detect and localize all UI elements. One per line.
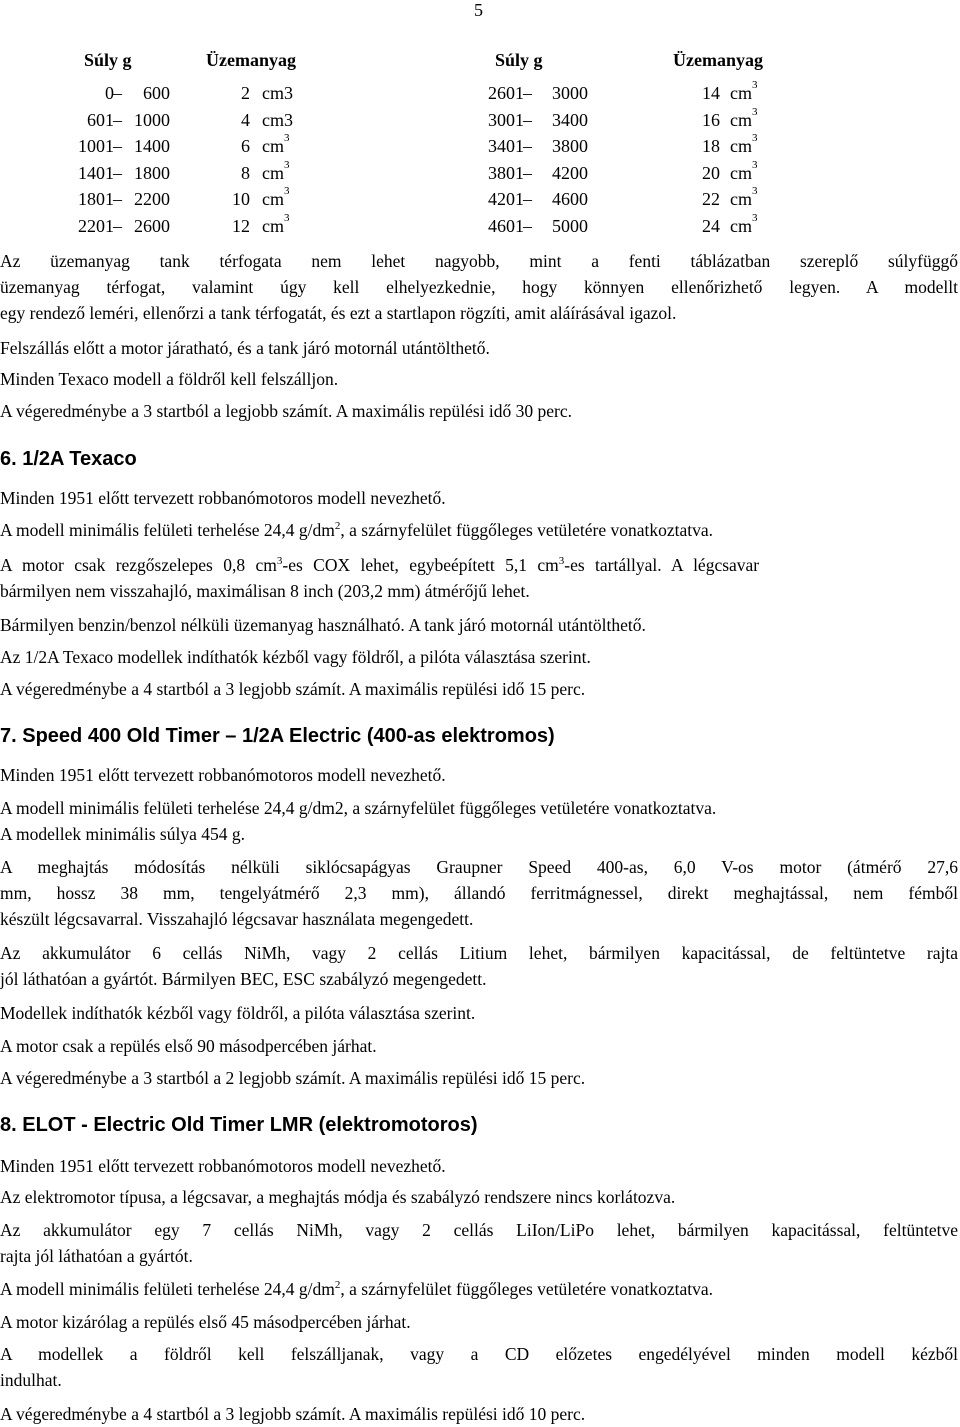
- text-run: A modell minimális felületi terhelése 24,4 g/dm: [0, 520, 335, 540]
- text-run: -es tartállyal. A légcsavar: [564, 555, 760, 575]
- page-number: 5: [474, 0, 483, 20]
- s6-paragraph-5: Az 1/2A Texaco modellek indíthatók kézből vagy földről, a pilóta választása szerint.: [0, 647, 591, 667]
- unit-superscript: 3: [284, 158, 290, 171]
- range-dash: –: [113, 109, 122, 130]
- s7-paragraph-1: Minden 1951 előtt tervezett robbanómotoros modell nevezhető.: [0, 765, 446, 785]
- s7-paragraph-2: [0, 795, 958, 847]
- text-line: bármilyen nem visszahajló, maximálisan 8 inch (203,2 mm) átmérőjű lehet.: [0, 581, 530, 601]
- table-header-fuel-right: Üzemanyag: [673, 50, 763, 70]
- range-dash: –: [113, 189, 122, 209]
- r-from-cell: 3001: [488, 109, 524, 130]
- s8-paragraph-1: Minden 1951 előtt tervezett robbanómotoros modell nevezhető.: [0, 1156, 446, 1176]
- s6-paragraph-1: Minden 1951 előtt tervezett robbanómotoros modell nevezhető.: [0, 488, 446, 508]
- r-fuel-cell: 14: [702, 83, 720, 103]
- table-header-weight-right: Súly g: [495, 50, 543, 70]
- table-header-fuel-left: Üzemanyag: [206, 50, 296, 70]
- unit-text: cm: [730, 136, 752, 156]
- l-to-cell: 600: [143, 83, 170, 103]
- l-to-cell: 1400: [134, 136, 170, 156]
- unit-text: cm: [262, 215, 284, 236]
- r-from-cell: 3401: [488, 136, 524, 156]
- r-fuel-cell: 24: [702, 215, 720, 236]
- s8-paragraph-4: [0, 1276, 958, 1302]
- l-from-cell: 601: [87, 109, 114, 130]
- superscript: 3: [276, 555, 283, 567]
- r-from-cell: 2601: [488, 83, 524, 103]
- range-dash: –: [113, 83, 122, 103]
- l-fuel-cell: 8: [241, 162, 250, 183]
- s7-paragraph-4: [0, 940, 958, 992]
- text-line: A modellek a földről kell felszálljanak, vagy a CD előzetes engedélyével minden modell kézből: [0, 1344, 958, 1364]
- text-line: üzemanyag térfogat, valamint úgy kell elhelyezkednie, hogy könnyen ellenőrizhető legyen. A modellt: [0, 277, 958, 297]
- fuel-unit: [262, 211, 290, 237]
- s8-paragraph-2: Az elektromotor típusa, a légcsavar, a meghajtás módja és szabályzó rendszere nincs korlátozva.: [0, 1187, 676, 1207]
- l-to-cell: 1000: [134, 109, 170, 130]
- l-fuel-cell: 6: [241, 136, 250, 156]
- superscript: 3: [558, 555, 565, 567]
- l-from-cell: 1001: [78, 136, 114, 156]
- superscript: 2: [334, 520, 341, 532]
- r-to-cell: 4200: [552, 162, 588, 183]
- text-run: A motor csak rezgőszelepes 0,8 cm: [0, 555, 277, 575]
- unit-superscript: 3: [752, 211, 758, 224]
- text-line: A meghajtás módosítás nélküli siklócsapágyas Graupner Speed 400-as, 6,0 V-os motor (átmérő 27,6: [0, 857, 958, 877]
- s6-paragraph-3: [0, 552, 958, 604]
- l-from-cell: 1401: [78, 162, 114, 183]
- fuel-unit: [262, 158, 290, 184]
- unit-superscript: 3: [752, 105, 758, 118]
- unit-text: cm: [262, 162, 284, 183]
- l-to-cell: 2200: [134, 189, 170, 209]
- unit-text: cm: [730, 109, 752, 130]
- unit-superscript: 3: [284, 211, 290, 224]
- l-fuel-cell: 2: [241, 83, 250, 103]
- s7-paragraph-3: [0, 854, 958, 932]
- s8-paragraph-3: [0, 1217, 958, 1269]
- range-dash: –: [523, 162, 532, 183]
- range-dash: –: [523, 83, 532, 103]
- unit-text: cm: [730, 215, 752, 236]
- r-to-cell: 3800: [552, 136, 588, 156]
- fuel-unit: [730, 132, 758, 157]
- text-line: mm, hossz 38 mm, tengelyátmérő 2,3 mm), állandó ferritmágnessel, direkt meghajtással, nem fémből: [0, 883, 958, 903]
- range-dash: –: [523, 109, 532, 130]
- text-line: jól láthatóan a gyártót. Bármilyen BEC, ESC szabályzó megengedett.: [0, 969, 487, 989]
- fuel-unit: [730, 79, 758, 104]
- unit-superscript: 3: [752, 79, 758, 91]
- fuel-unit: [730, 185, 758, 210]
- s8-paragraph-6: [0, 1341, 958, 1393]
- table-row: [0, 79, 960, 109]
- text-run: , a szárnyfelület függőleges vetületére vonatkoztatva.: [340, 1279, 714, 1299]
- range-dash: –: [113, 215, 122, 236]
- unit-text: cm: [730, 189, 752, 209]
- fuel-unit: [730, 211, 758, 237]
- text-line: indulhat.: [0, 1370, 62, 1390]
- unit-text: cm: [730, 83, 752, 103]
- unit-superscript: 3: [284, 185, 290, 197]
- l-to-cell: 2600: [134, 215, 170, 236]
- r-from-cell: 3801: [488, 162, 524, 183]
- fuel-unit: [262, 185, 290, 210]
- text-line: Az akkumulátor 6 cellás NiMh, vagy 2 cellás Litium lehet, bármilyen kapacitással, de feltüntetve rajta: [0, 943, 958, 963]
- unit-text: cm3: [262, 109, 293, 130]
- s8-paragraph-5: A motor kizárólag a repülés első 45 másodpercében járhat.: [0, 1312, 411, 1332]
- unit-text: cm: [262, 136, 284, 156]
- table-header-weight-left: Súly g: [84, 50, 132, 70]
- s8-paragraph-7: A végeredménybe a 4 startból a 3 legjobb számít. A maximális repülési idő 10 perc.: [0, 1404, 586, 1424]
- text-run: A modell minimális felületi terhelése 24,4 g/dm: [0, 1279, 335, 1299]
- intro-paragraph-3: Minden Texaco modell a földről kell felszálljon.: [0, 369, 339, 389]
- r-to-cell: 5000: [552, 215, 588, 236]
- l-fuel-cell: 4: [241, 109, 250, 130]
- table-row: [0, 185, 960, 215]
- l-from-cell: 0: [105, 83, 114, 103]
- fuel-unit: [730, 158, 758, 184]
- r-fuel-cell: 16: [702, 109, 720, 130]
- text-line: Az akkumulátor egy 7 cellás NiMh, vagy 2 cellás LiIon/LiPo lehet, bármilyen kapacitással, feltüntetve: [0, 1220, 958, 1240]
- text-line: egy rendező leméri, ellenőrzi a tank térfogatát, és ezt a startlapon rögzíti, amit aláírásával igazol.: [0, 303, 677, 323]
- s7-paragraph-5: Modellek indíthatók kézből vagy földről, a pilóta választása szerint.: [0, 1003, 476, 1023]
- r-fuel-cell: 20: [702, 162, 720, 183]
- unit-text: cm: [262, 189, 284, 209]
- unit-superscript: 3: [752, 132, 758, 144]
- text-line: A modell minimális felületi terhelése 24,4 g/dm2, a szárnyfelület függőleges vetületére vonatkoztatva.: [0, 798, 717, 818]
- section-8-heading: 8. ELOT - Electric Old Timer LMR (elektromotoros): [0, 1114, 478, 1136]
- section-7-heading: 7. Speed 400 Old Timer – 1/2A Electric (400-as elektromos): [0, 725, 555, 747]
- fuel-unit: [262, 83, 293, 104]
- r-to-cell: 3000: [552, 83, 588, 103]
- text-run: , a szárnyfelület függőleges vetületére vonatkoztatva.: [340, 520, 714, 540]
- intro-paragraph-1: [0, 248, 958, 326]
- text-line: A modellek minimális súlya 454 g.: [0, 824, 245, 844]
- s7-paragraph-6: A motor csak a repülés első 90 másodpercében járhat.: [0, 1036, 377, 1056]
- l-from-cell: 2201: [78, 215, 114, 236]
- unit-superscript: 3: [752, 158, 758, 171]
- fuel-unit: [262, 132, 290, 157]
- r-fuel-cell: 22: [702, 189, 720, 209]
- r-from-cell: 4601: [488, 215, 524, 236]
- table-row: [0, 132, 960, 162]
- s7-paragraph-7: A végeredménybe a 3 startból a 2 legjobb számít. A maximális repülési idő 15 perc.: [0, 1068, 586, 1088]
- range-dash: –: [113, 162, 122, 183]
- l-fuel-cell: 12: [232, 215, 250, 236]
- text-line: Az üzemanyag tank térfogata nem lehet nagyobb, mint a fenti táblázatban szereplő súlyfüggő: [0, 251, 958, 271]
- l-fuel-cell: 10: [232, 189, 250, 209]
- unit-superscript: 3: [752, 185, 758, 197]
- unit-text: cm: [730, 162, 752, 183]
- unit-superscript: 3: [284, 132, 290, 144]
- fuel-unit: [262, 110, 293, 131]
- range-dash: –: [113, 136, 122, 156]
- s6-paragraph-2: [0, 517, 958, 543]
- range-dash: –: [523, 215, 532, 236]
- text-run: -es COX lehet, egybeépített 5,1 cm: [282, 555, 559, 575]
- unit-text: cm3: [262, 83, 293, 103]
- fuel-unit: [730, 105, 758, 131]
- superscript: 2: [334, 1279, 341, 1291]
- s6-paragraph-6: A végeredménybe a 4 startból a 3 legjobb számít. A maximális repülési idő 15 perc.: [0, 679, 586, 699]
- s6-paragraph-4: Bármilyen benzin/benzol nélküli üzemanyag használható. A tank járó motornál utántölthető.: [0, 615, 646, 635]
- table-row: [0, 158, 960, 189]
- section-6-heading: 6. 1/2A Texaco: [0, 448, 137, 470]
- r-to-cell: 4600: [552, 189, 588, 209]
- r-fuel-cell: 18: [702, 136, 720, 156]
- intro-paragraph-4: A végeredménybe a 3 startból a legjobb számít. A maximális repülési idő 30 perc.: [0, 401, 573, 421]
- table-row: [0, 105, 960, 136]
- intro-paragraph-2: Felszállás előtt a motor járatható, és a tank járó motornál utántölthető.: [0, 338, 490, 358]
- l-from-cell: 1801: [78, 189, 114, 209]
- r-to-cell: 3400: [552, 109, 588, 130]
- table-row: [0, 211, 960, 242]
- r-from-cell: 4201: [488, 189, 524, 209]
- range-dash: –: [523, 189, 532, 209]
- l-to-cell: 1800: [134, 162, 170, 183]
- range-dash: –: [523, 136, 532, 156]
- text-line: készült légcsavarral. Visszahajló légcsavar használata megengedett.: [0, 909, 474, 929]
- text-line: rajta jól láthatóan a gyártót.: [0, 1246, 193, 1266]
